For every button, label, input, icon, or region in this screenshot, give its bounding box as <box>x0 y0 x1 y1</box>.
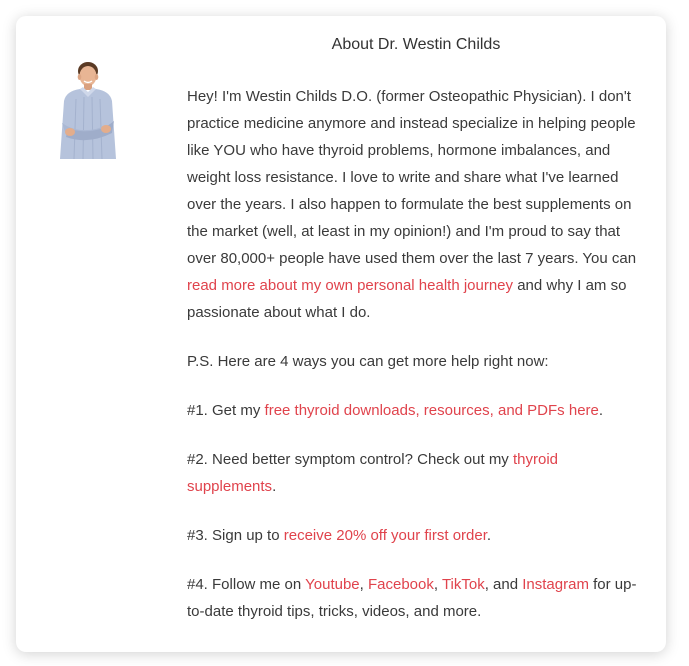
help-item-4-after: for up-to-date thyroid tips, tricks, videos, and more. <box>187 576 637 620</box>
free-downloads-link[interactable]: free thyroid downloads, resources, and PDFs here <box>264 402 599 419</box>
instagram-link[interactable]: Instagram <box>522 576 589 593</box>
help-item-1-text: #1. Get my <box>187 402 265 419</box>
help-item-2-text: #2. Need better symptom control? Check out my <box>187 451 513 468</box>
thyroid-supplements-link[interactable]: thyroid supplements <box>187 451 559 495</box>
help-item-2-after: . <box>272 478 277 495</box>
help-item-1 <box>187 397 647 424</box>
help-item-1-after: . <box>598 402 604 419</box>
separator: , <box>433 576 442 593</box>
author-box-title: About Dr. Westin Childs <box>331 36 501 53</box>
discount-signup-link[interactable]: receive 20% off your first order <box>283 527 487 544</box>
help-item-3 <box>187 522 647 549</box>
author-photo <box>56 59 120 159</box>
ps-line: P.S. Here are 4 ways you can get more help right now: <box>187 353 549 370</box>
separator: , <box>359 576 368 593</box>
separator: , and <box>484 576 523 593</box>
personal-journey-link[interactable]: read more about my own personal health journey <box>187 277 514 294</box>
author-bio <box>187 83 647 625</box>
tiktok-link[interactable]: TikTok <box>441 576 485 593</box>
facebook-link[interactable]: Facebook <box>367 576 434 593</box>
help-item-4-text: #4. Follow me on <box>187 576 306 593</box>
youtube-link[interactable]: Youtube <box>305 576 360 593</box>
bio-intro-after: and why I am so passionate about what I do. <box>187 277 627 321</box>
help-item-3-text: #3. Sign up to <box>187 527 284 544</box>
bio-intro <box>187 83 647 326</box>
help-item-4 <box>187 571 647 625</box>
bio-intro-text: Hey! I'm Westin Childs D.O. (former Osteopathic Physician). I don't practice medicine anymore and instead specialize in helping people like YOU who have thyroid problems, hormone imbalances, and weight loss resistance. I love to write and share what I've learned over the years. I also happen to formulate the best supplements on the market (well, at least in my opinion!) and I'm proud to say that over 80,000+ people have used them over the last 7 years. You can <box>187 88 637 267</box>
author-box <box>16 16 666 652</box>
help-item-3-after: . <box>486 527 492 544</box>
help-item-2 <box>187 446 647 500</box>
